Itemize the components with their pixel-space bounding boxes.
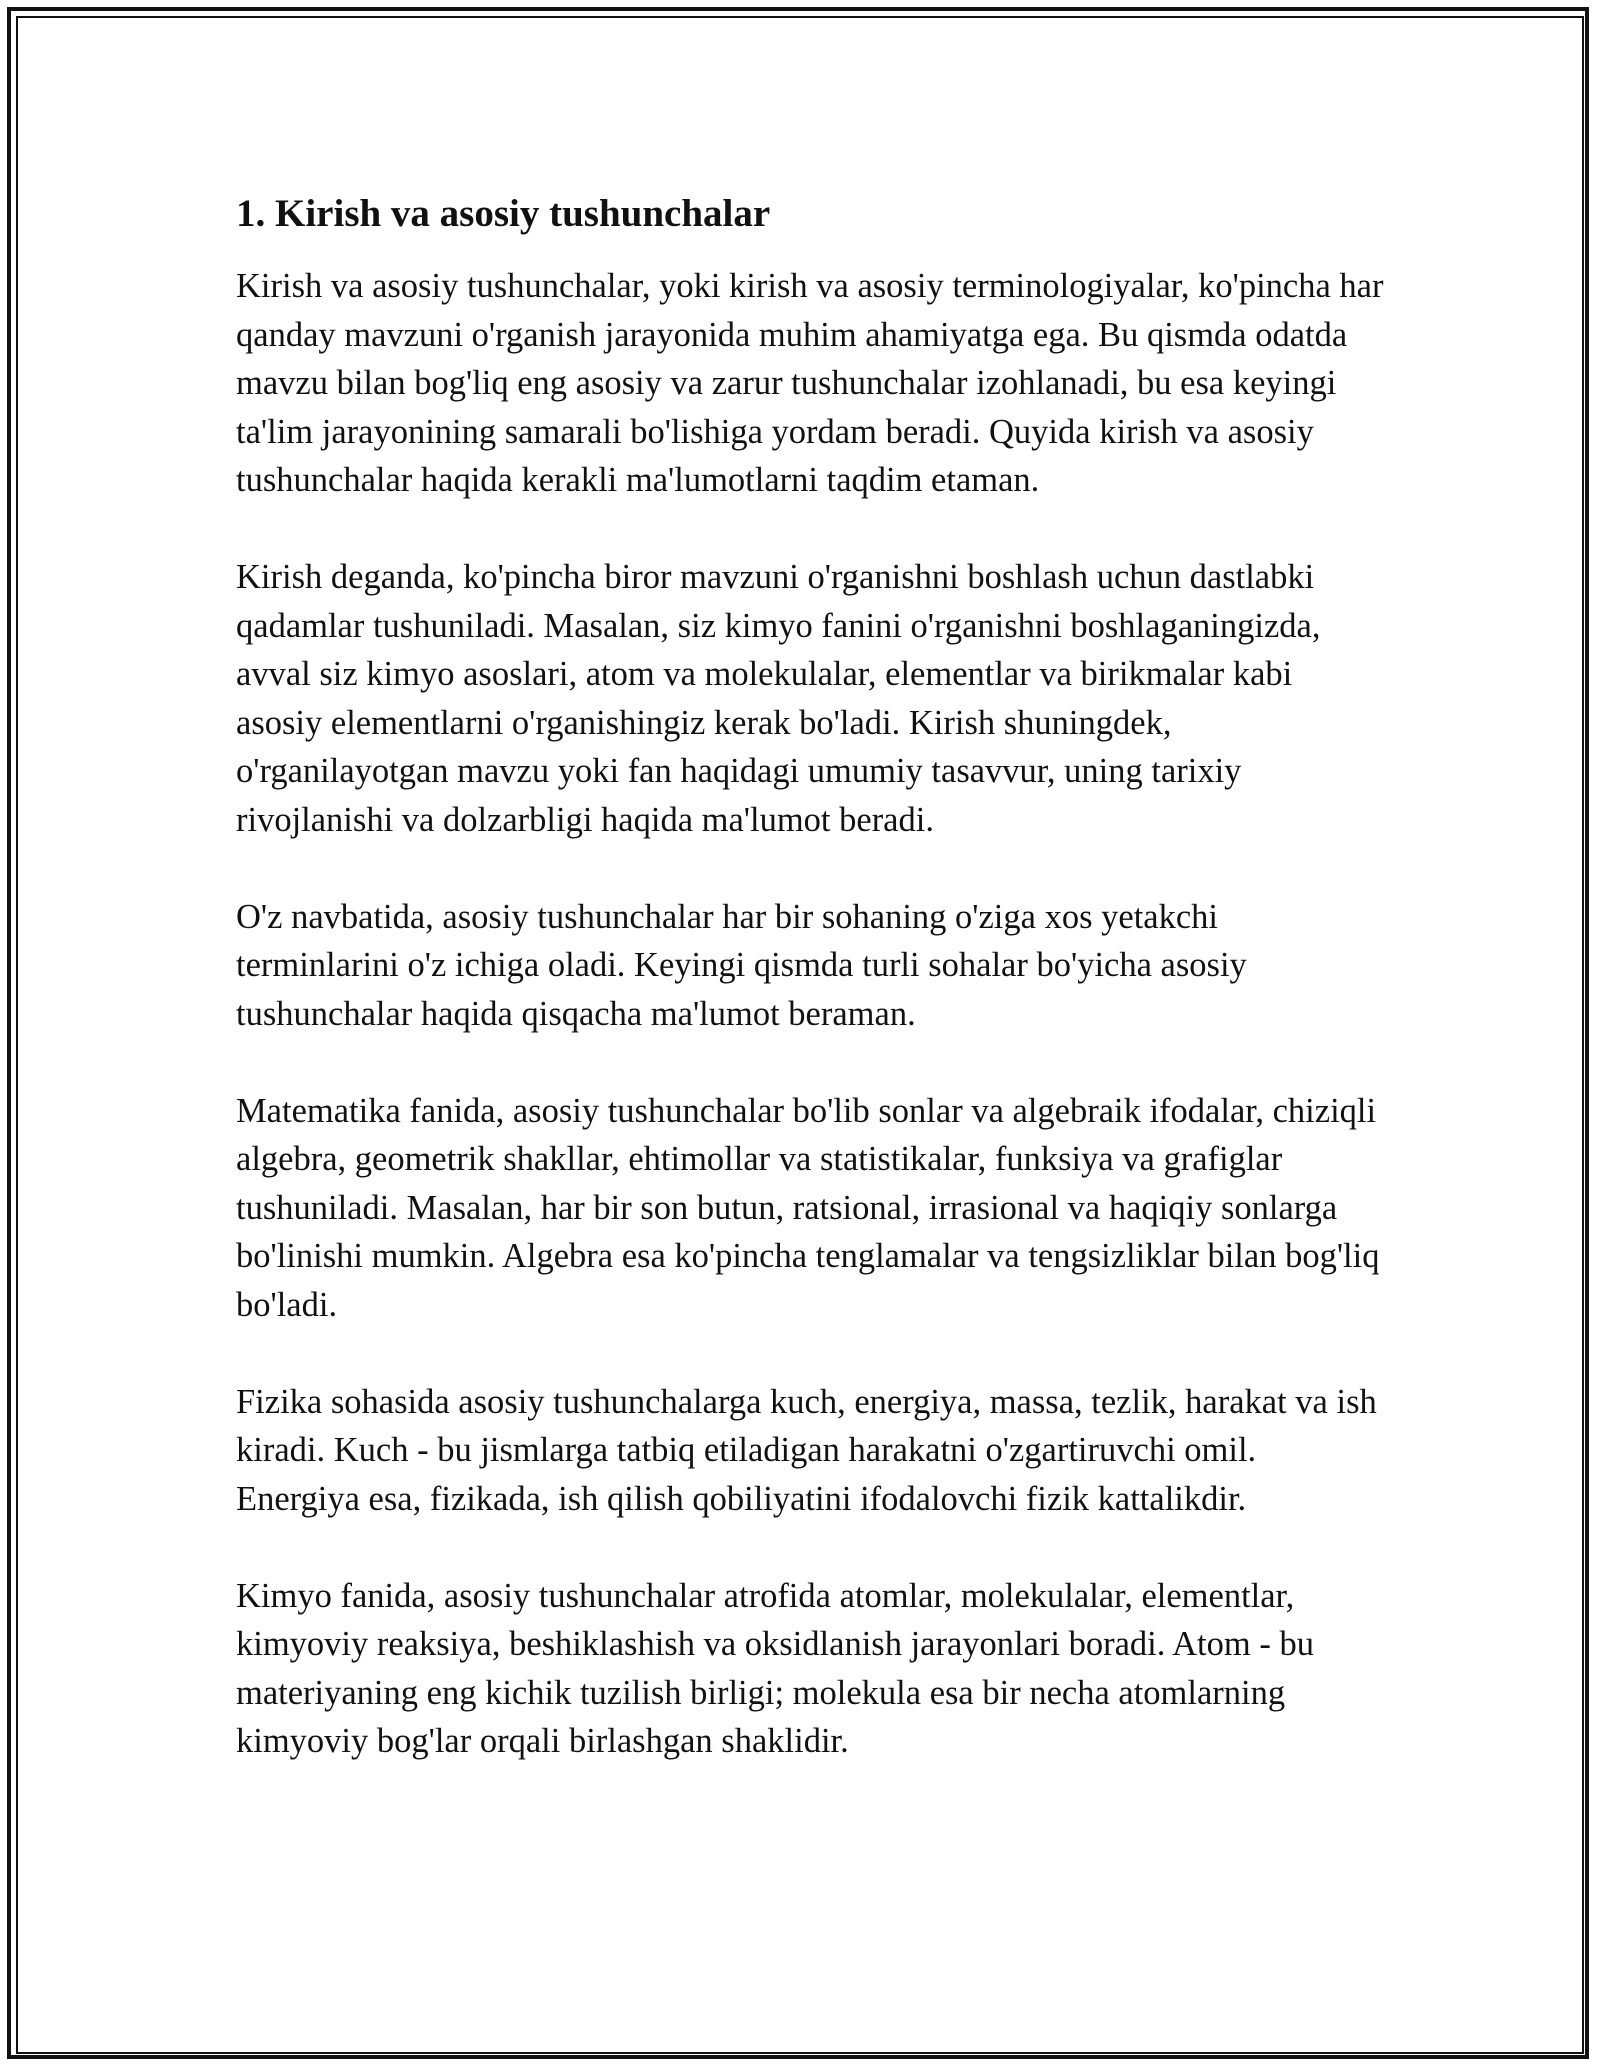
paragraph-fizika: Fizika sohasida asosiy tushunchalarga kuch, energiya, massa, tezlik, harakat va ish kiradi. Kuch - bu jismlarga tatbiq etiladigan harakatni o'zgartiruvchi omil. Energiya esa, fizikada, ish qilish qobiliyatini ifodalovchi fizik kattalikdir. — [236, 1382, 1377, 1518]
document-body — [236, 186, 1386, 1766]
paragraph-kirish: Kirish deganda, ko'pincha biror mavzuni o'rganishni boshlash uchun dastlabki qadamlar tushuniladi. Masalan, siz kimyo fanini o'rganishni boshlaganingizda, avval siz kimyo asoslari, atom va molekulalar, elementlar va birikmalar kabi asosiy elementlarni o'rganishingiz kerak bo'ladi. Kirish shuningdek, o'rganilayotgan mavzu yoki fan haqidagi umumiy tasavvur, uning tarixiy rivojlanishi va dolzarbligi haqida ma'lumot beradi. — [236, 558, 1321, 839]
paragraph-matematika: Matematika fanida, asosiy tushunchalar bo'lib sonlar va algebraik ifodalar, chiziqli algebra, geometrik shakllar, ehtimollar va statistikalar, funksiya va grafiglar tushuniladi. Masalan, har bir son butun, ratsional, irrasional va haqiqiy sonlarga bo'linishi mumkin. Algebra esa ko'pincha tenglamalar va tengsizliklar bilan bog'liq bo'ladi. — [236, 1091, 1380, 1324]
section-heading: 1. Kirish va asosiy tushunchalar — [236, 192, 771, 235]
paragraph-intro: Kirish va asosiy tushunchalar, yoki kirish va asosiy terminologiyalar, ko'pincha har qanday mavzuni o'rganish jarayonida muhim ahamiyatga ega. Bu qismda odatda mavzu bilan bog'liq eng asosiy va zarur tushunchalar izohlanadi, bu esa keyingi ta'lim jarayonining samarali bo'lishiga yordam beradi. Quyida kirish va asosiy tushunchalar haqida kerakli ma'lumotlarni taqdim etaman. — [236, 267, 1384, 499]
paragraph-asosiy-tushunchalar: O'z navbatida, asosiy tushunchalar har bir sohaning o'ziga xos yetakchi terminlarini o'z ichiga oladi. Keyingi qismda turli sohalar bo'yicha asosiy tushunchalar haqida qisqacha ma'lumot beraman. — [236, 897, 1247, 1033]
paragraph-kimyo: Kimyo fanida, asosiy tushunchalar atrofida atomlar, molekulalar, elementlar, kimyoviy reaksiya, beshiklashish va oksidlanish jarayonlari boradi. Atom - bu materiyaning eng kichik tuzilish birligi; molekula esa bir necha atomlarning kimyoviy bog'lar orqali birlashgan shaklidir. — [236, 1576, 1314, 1760]
